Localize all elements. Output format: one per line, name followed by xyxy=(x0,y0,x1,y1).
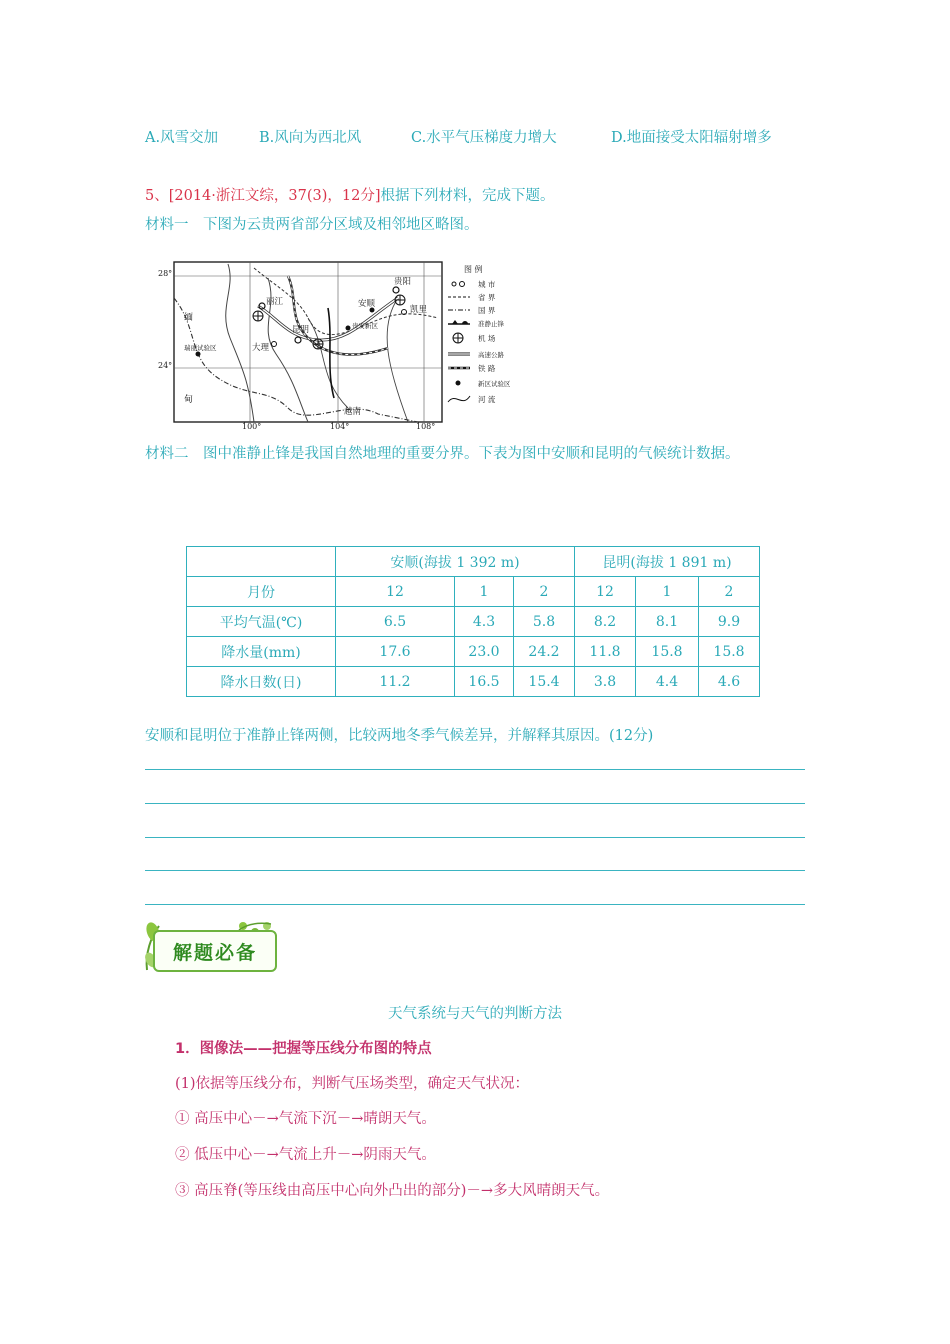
legend-front: 准静止锋 xyxy=(478,320,504,328)
legend-province-border: 省 界 xyxy=(478,293,496,302)
region-map xyxy=(158,258,510,430)
place-gui-an: 贵安新区 xyxy=(352,322,378,330)
station-header-kunming: 昆明(海拔 1 891 m) xyxy=(575,547,760,577)
question-instruction: 根据下列材料，完成下题。 xyxy=(380,188,555,204)
method-item: ① 高压中心－→气流下沉－→晴朗天气。 xyxy=(175,1111,436,1127)
question-prompt: 安顺和昆明位于准静止锋两侧，比较两地冬季气候差异，并解释其原因。(12分) xyxy=(145,728,654,744)
place-kaili: 凯里 xyxy=(410,305,428,315)
table-cell: 15.8 xyxy=(699,637,760,667)
month-cell: 2 xyxy=(699,577,760,607)
method-item: ② 低压中心－→气流上升－→阴雨天气。 xyxy=(175,1147,436,1163)
option-c: C.水平气压梯度力增大 xyxy=(411,130,557,146)
badge-label: 解题必备 xyxy=(173,942,258,964)
table-cell: 9.9 xyxy=(699,607,760,637)
table-row xyxy=(187,667,760,697)
legend-river: 河 流 xyxy=(478,395,496,404)
place-lijiang: 丽江 xyxy=(266,297,284,307)
table-row xyxy=(187,607,760,637)
table-cell: 24.2 xyxy=(514,637,575,667)
answer-line[interactable] xyxy=(145,803,805,804)
row-label: 降水量(mm) xyxy=(187,637,336,667)
month-cell: 1 xyxy=(455,577,514,607)
material-2: 材料二 图中准静止锋是我国自然地理的重要分界。下表为图中安顺和昆明的气候统计数据。 xyxy=(145,446,740,462)
lon-label-108: 108° xyxy=(416,422,436,430)
table-cell: 6.5 xyxy=(336,607,455,637)
legend-railway: 铁 路 xyxy=(478,364,496,373)
answer-line[interactable] xyxy=(145,769,805,770)
method-heading: 1．图像法——把握等压线分布图的特点 xyxy=(175,1041,432,1057)
table-cell: 8.1 xyxy=(636,607,699,637)
station-header-anshun: 安顺(海拔 1 392 m) xyxy=(336,547,575,577)
table-cell: 3.8 xyxy=(575,667,636,697)
section-title: 天气系统与天气的判断方法 xyxy=(388,1006,562,1022)
legend-title: 图 例 xyxy=(464,265,483,274)
table-row xyxy=(187,637,760,667)
answer-line[interactable] xyxy=(145,870,805,871)
month-cell: 12 xyxy=(336,577,455,607)
answer-line[interactable] xyxy=(145,904,805,905)
row-label: 降水日数(日) xyxy=(187,667,336,697)
table-row xyxy=(187,577,760,607)
material-1: 材料一 下图为云贵两省部分区域及相邻地区略图。 xyxy=(145,217,479,233)
lat-label-24: 24° xyxy=(158,361,173,370)
table-row xyxy=(187,547,760,577)
month-cell: 1 xyxy=(636,577,699,607)
option-b: B.风向为西北风 xyxy=(259,130,362,146)
table-cell: 4.4 xyxy=(636,667,699,697)
table-cell: 15.8 xyxy=(636,637,699,667)
table-cell: 11.8 xyxy=(575,637,636,667)
table-cell: 11.2 xyxy=(336,667,455,697)
legend-airport: 机 场 xyxy=(478,334,496,343)
place-dali: 大理 xyxy=(252,343,270,353)
legend-new-zone: 新区试验区 xyxy=(478,380,510,388)
answer-line[interactable] xyxy=(145,837,805,838)
legend-city: 城 市 xyxy=(478,280,496,289)
lat-label-28: 28° xyxy=(158,269,173,278)
place-ruili: 瑞丽试验区 xyxy=(184,344,217,352)
option-d: D.地面接受太阳辐射增多 xyxy=(611,130,772,146)
table-cell: 8.2 xyxy=(575,607,636,637)
option-a: A.风雪交加 xyxy=(145,130,219,146)
legend-national-border: 国 界 xyxy=(478,306,496,315)
place-kunming: 昆明 xyxy=(292,325,310,335)
answer-options xyxy=(145,126,772,147)
lon-label-104: 104° xyxy=(330,422,350,430)
method-subheading: (1)依据等压线分布，判断气压场类型，确定天气状况： xyxy=(175,1076,530,1092)
table-cell: 17.6 xyxy=(336,637,455,667)
row-label: 月份 xyxy=(187,577,336,607)
legend-highway: 高速公路 xyxy=(478,351,504,359)
table-cell: 4.3 xyxy=(455,607,514,637)
place-anshun: 安顺 xyxy=(358,299,376,309)
table-cell: 23.0 xyxy=(455,637,514,667)
table-cell: 4.6 xyxy=(699,667,760,697)
row-label: 平均气温(℃) xyxy=(187,607,336,637)
climate-table xyxy=(186,546,760,697)
section-badge xyxy=(143,918,275,974)
country-myanmar-1: 缅 xyxy=(184,313,194,323)
table-cell: 16.5 xyxy=(455,667,514,697)
question-5-heading xyxy=(145,184,555,205)
place-guiyang: 贵阳 xyxy=(394,277,412,287)
country-myanmar-2: 甸 xyxy=(184,395,194,405)
lon-label-100: 100° xyxy=(242,422,262,430)
table-cell: 5.8 xyxy=(514,607,575,637)
method-item: ③ 高压脊(等压线由高压中心向外凸出的部分)－→多大风晴朗天气。 xyxy=(175,1183,610,1199)
country-vietnam: 越南 xyxy=(344,407,362,417)
table-cell: 15.4 xyxy=(514,667,575,697)
question-source: 5、[2014·浙江文综，37(3)，12分] xyxy=(145,188,381,204)
table-corner xyxy=(187,547,336,577)
month-cell: 12 xyxy=(575,577,636,607)
month-cell: 2 xyxy=(514,577,575,607)
